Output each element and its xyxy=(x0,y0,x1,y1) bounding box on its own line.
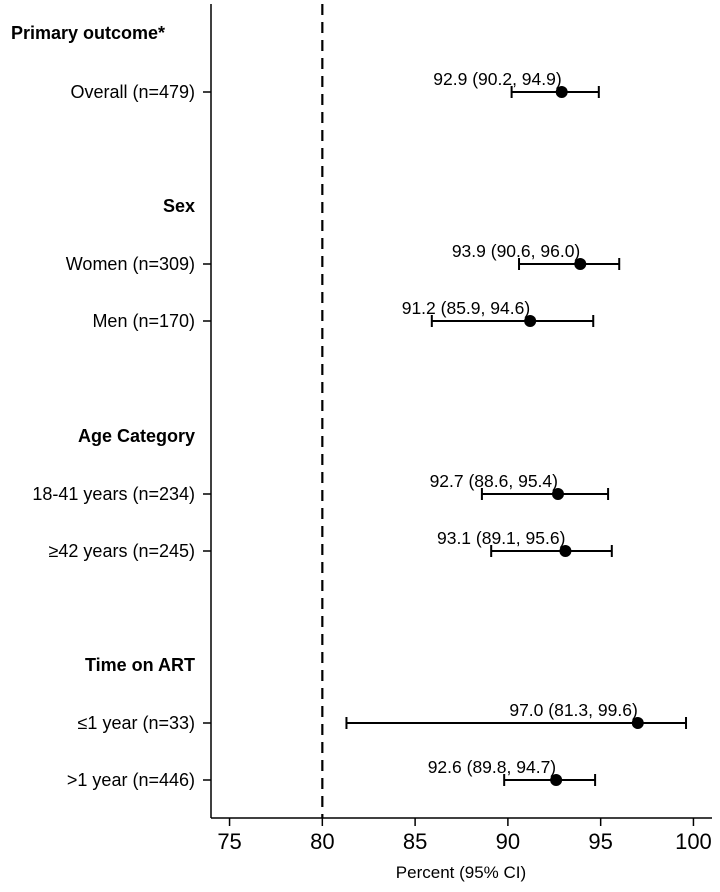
estimate-label: 92.9 (90.2, 94.9) xyxy=(433,69,562,89)
estimate-label: 93.1 (89.1, 95.6) xyxy=(436,528,566,548)
row-label: >1 year (n=446) xyxy=(66,770,195,790)
row-label: ≤1 year (n=33) xyxy=(77,713,195,733)
estimate-label: 93.9 (90.6, 96.0) xyxy=(451,241,581,261)
group-title: Primary outcome* xyxy=(11,23,166,43)
row-label: Overall (n=479) xyxy=(70,82,195,102)
x-tick-label: 100 xyxy=(675,829,712,854)
x-axis-ticks xyxy=(217,818,711,854)
group-title: Age Category xyxy=(77,426,195,446)
group-title: Time on ART xyxy=(84,655,195,675)
estimate-label: 92.6 (89.8, 94.7) xyxy=(427,757,557,777)
x-tick-label: 85 xyxy=(402,829,428,854)
row-label: ≥42 years (n=245) xyxy=(48,541,195,561)
forest-rows xyxy=(11,23,686,790)
row-label: Men (n=170) xyxy=(92,311,195,331)
x-tick-label: 75 xyxy=(217,829,242,854)
row-label: 18-41 years (n=234) xyxy=(32,484,195,504)
row-label: Women (n=309) xyxy=(65,254,195,274)
x-tick-label: 90 xyxy=(495,829,521,854)
estimate-label: 91.2 (85.9, 94.6) xyxy=(401,298,531,318)
estimate-label: 97.0 (81.3, 99.6) xyxy=(509,700,638,720)
x-tick-label: 80 xyxy=(310,829,335,854)
x-tick-label: 95 xyxy=(588,829,613,854)
estimate-label: 92.7 (88.6, 95.4) xyxy=(429,471,558,491)
x-axis-title: Percent (95% CI) xyxy=(395,863,527,882)
group-title: Sex xyxy=(162,196,195,216)
